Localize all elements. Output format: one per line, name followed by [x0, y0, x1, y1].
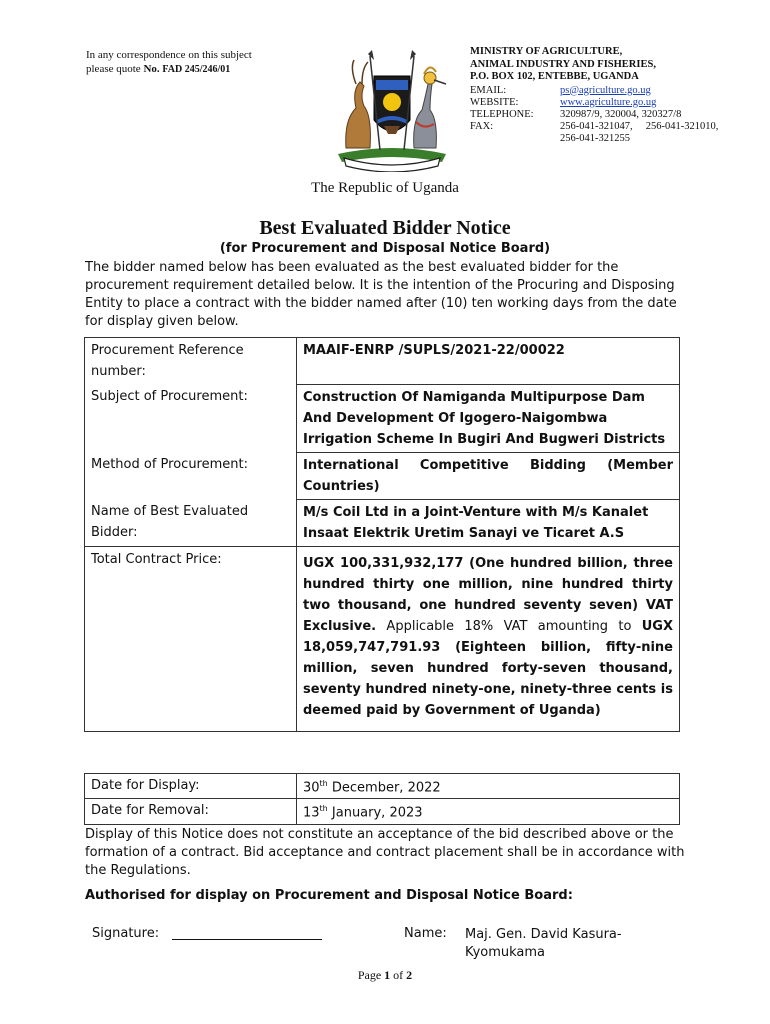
- signatory-name: Maj. Gen. David Kasura-Kyomukama: [465, 927, 622, 960]
- page-total: 2: [406, 968, 413, 982]
- correspondence-line-2: [86, 62, 306, 77]
- table-row: [85, 774, 680, 799]
- ref-label: Procurement Reference number:: [85, 338, 297, 385]
- page-word: Page: [357, 968, 382, 982]
- ministry-line-1: MINISTRY OF AGRICULTURE,: [470, 46, 623, 57]
- website-link[interactable]: www.agriculture.go.ug: [560, 96, 657, 108]
- table-row: [85, 546, 680, 731]
- website-label: WEBSITE:: [470, 96, 519, 108]
- table-row: [85, 384, 680, 452]
- subject-label: Subject of Procurement:: [85, 384, 297, 452]
- correspondence-line-1: In any correspondence on this subject: [86, 49, 252, 61]
- contact-grid: [470, 84, 719, 145]
- table-row: [85, 799, 680, 824]
- price-value: [297, 546, 680, 731]
- notice-subtitle: (for Procurement and Disposal Notice Board): [219, 241, 551, 256]
- removal-rest: January, 2023: [327, 805, 423, 821]
- telephone-value: 320987/9, 320004, 320327/8: [560, 108, 682, 120]
- removal-suffix: th: [319, 804, 328, 814]
- removal-date-value: [297, 799, 680, 824]
- removal-day: 13: [303, 805, 320, 821]
- notice-title: Best Evaluated Bidder Notice: [259, 217, 511, 239]
- signature-line: [172, 939, 322, 940]
- table-row: [85, 452, 680, 499]
- name-label: Name:: [404, 926, 447, 941]
- ministry-address: P.O. BOX 102, ENTEBBE, UGANDA: [470, 71, 639, 82]
- reference-number: FAD 245/246/01: [162, 64, 231, 75]
- page-of: of: [393, 968, 404, 982]
- fax-value-line-1: 256-041-321047, 256-041-321010,: [560, 120, 719, 132]
- disclaimer: Display of this Notice does not constitute an acceptance of the bid described above or the formation of a contract. Bid acceptance and contract placement shall be in accordance with the Regulations.: [85, 827, 685, 878]
- bidder-value: M/s Coil Ltd in a Joint-Venture with M/s Kanalet Insaat Elektrik Uretim Sanayi ve Ticaret A.S: [297, 499, 680, 546]
- display-day: 30: [303, 780, 320, 796]
- page-number: [0, 968, 770, 983]
- correspondence-note: [86, 48, 306, 77]
- display-suffix: th: [319, 779, 328, 788]
- ministry-block: [470, 46, 719, 145]
- price-part-1: UGX 100,331,932,177 (One hundred billion, three hundred thirty one million, nine hundred thirty two thousand, one hundred seventy seven) VAT Exclusive.: [303, 555, 673, 634]
- signature-label: Signature:: [92, 926, 160, 941]
- email-link[interactable]: ps@agriculture.go.ug: [560, 84, 651, 96]
- republic-heading: The Republic of Uganda: [311, 180, 459, 196]
- table-row: [85, 338, 680, 385]
- fax-value-line-2: 256-041-321255: [560, 132, 630, 144]
- price-part-2: Applicable 18% VAT amounting to: [376, 618, 642, 634]
- procurement-details-table: [84, 337, 680, 732]
- display-date-label: Date for Display:: [85, 774, 297, 799]
- telephone-label: TELEPHONE:: [470, 108, 534, 120]
- price-label: Total Contract Price:: [85, 546, 297, 731]
- uganda-coat-of-arms-icon: [330, 50, 454, 172]
- ref-value: MAAIF-ENRP /SUPLS/2021-22/00022: [297, 338, 680, 385]
- correspondence-quote: please quote: [86, 63, 141, 75]
- dates-table: [84, 773, 680, 825]
- bidder-label: Name of Best Evaluated Bidder:: [85, 499, 297, 546]
- page-current: 1: [384, 968, 391, 982]
- no-label: No.: [143, 63, 160, 75]
- subject-value: Construction Of Namiganda Multipurpose Dam And Development Of Igogero-Naigombwa Irrigation Scheme In Bugiri And Bugweri Districts: [297, 384, 680, 452]
- display-rest: December, 2022: [327, 780, 441, 796]
- display-date-value: [297, 774, 680, 799]
- removal-date-label: Date for Removal:: [85, 799, 297, 824]
- email-label: EMAIL:: [470, 84, 507, 96]
- fax-value: [560, 120, 719, 145]
- ministry-line-2: ANIMAL INDUSTRY AND FISHERIES,: [470, 58, 656, 70]
- method-value: International Competitive Bidding (Member Countries): [297, 452, 680, 499]
- fax-label: FAX:: [470, 120, 494, 132]
- price-part-3: UGX 18,059,747,791.93 (Eighteen billion, fifty-nine million, seven hundred forty-seven thousand, seventy hundred ninety-one, ninety-three cents is deemed paid by Government of Uganda): [303, 618, 673, 718]
- method-label: Method of Procurement:: [85, 452, 297, 499]
- notice-intro: The bidder named below has been evaluated as the best evaluated bidder for the procurement requirement detailed below. It is the intention of the Procuring and Disposing Entity to place a contract with the bidder named after (10) ten working days from the date for display given below.: [85, 260, 677, 329]
- table-row: [85, 499, 680, 546]
- authorised-heading: Authorised for display on Procurement and Disposal Notice Board:: [85, 888, 573, 903]
